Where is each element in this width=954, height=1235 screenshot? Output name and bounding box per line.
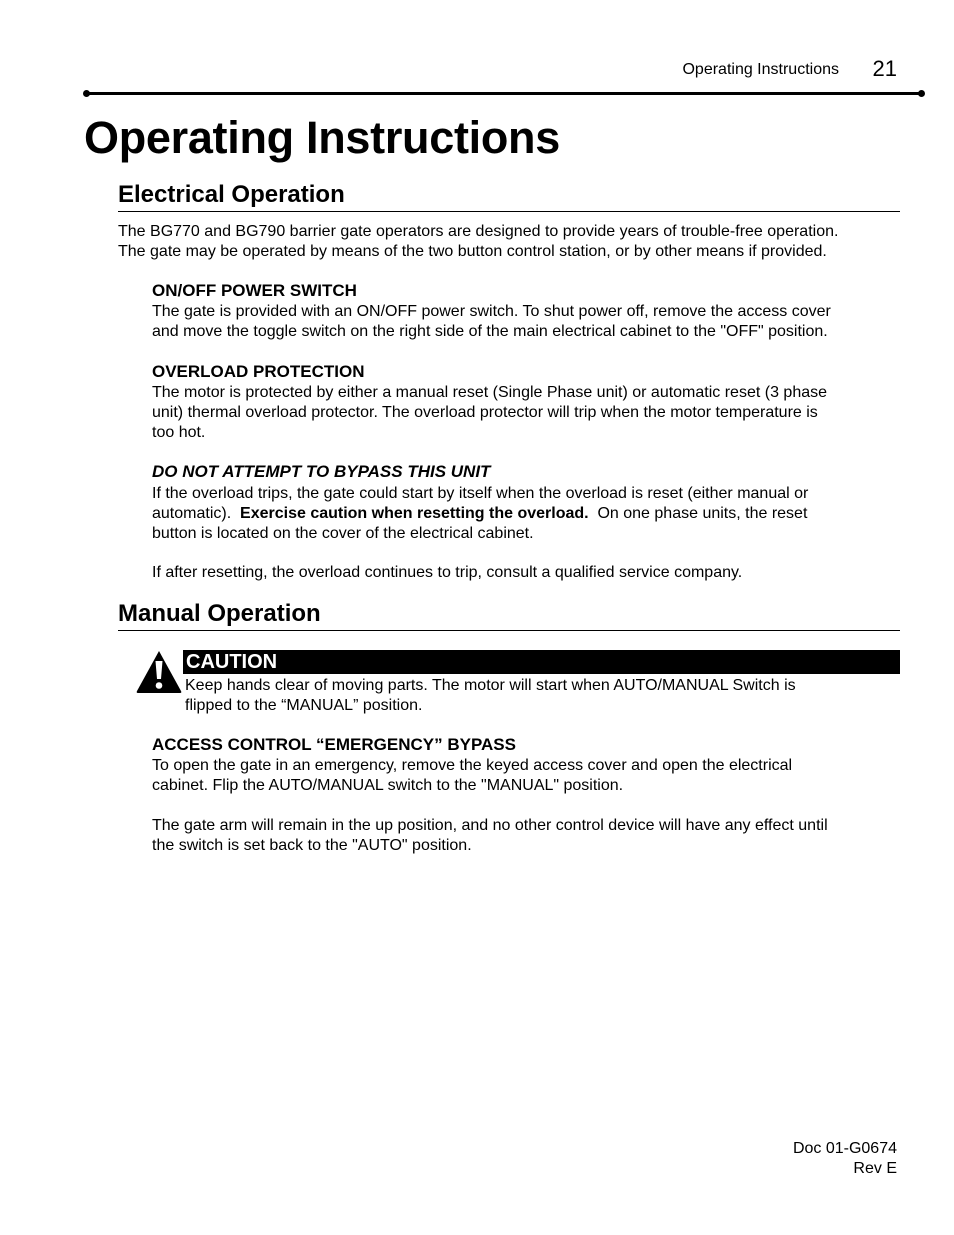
page-number: 21 bbox=[872, 56, 897, 81]
bypass-line-2-pre: automatic). bbox=[152, 505, 241, 522]
bypass-line-3: button is located on the cover of the electrical cabinet. bbox=[152, 525, 534, 542]
gate-arm-line-2: the switch is set back to the "AUTO" position. bbox=[152, 837, 472, 854]
gate-arm-line-1: The gate arm will remain in the up position, and no other control device will have any effect until bbox=[152, 817, 828, 834]
bypass-heading: DO NOT ATTEMPT TO BYPASS THIS UNIT bbox=[152, 462, 491, 481]
power-switch-text bbox=[152, 302, 831, 342]
power-switch-line-2: and move the toggle switch on the right side of the main electrical cabinet to the "OFF" position. bbox=[152, 323, 828, 340]
intro-line-2: The gate may be operated by means of the two button control station, or by other means if provided. bbox=[118, 243, 827, 260]
overload-heading: OVERLOAD PROTECTION bbox=[152, 362, 365, 381]
footer-doc-number: Doc 01-G0674 bbox=[792, 1140, 897, 1157]
section-heading-electrical: Electrical Operation bbox=[118, 181, 900, 212]
overload-line-3: too hot. bbox=[152, 424, 206, 441]
overload-text bbox=[152, 383, 827, 443]
caution-banner bbox=[183, 650, 900, 674]
overload-line-1: The motor is protected by either a manual reset (Single Phase unit) or automatic reset (3 phase bbox=[152, 384, 828, 401]
intro-line-1: The BG770 and BG790 barrier gate operators are designed to provide years of trouble-free operation. bbox=[118, 223, 839, 240]
overload-line-2: unit) thermal overload protector. The overload protector will trip when the motor temperature is bbox=[152, 404, 818, 421]
bypass-line-2-post: On one phase units, the reset bbox=[588, 505, 808, 522]
caution-line-2: flipped to the “MANUAL” position. bbox=[185, 697, 423, 714]
caution-line-1: Keep hands clear of moving parts. The motor will start when AUTO/MANUAL Switch is bbox=[185, 677, 796, 694]
running-title: Operating Instructions bbox=[682, 61, 839, 78]
page-title: Operating Instructions bbox=[84, 112, 560, 163]
section-heading-manual: Manual Operation bbox=[118, 600, 900, 631]
bypass-text bbox=[152, 484, 808, 544]
bypass-line-1: If the overload trips, the gate could start by itself when the overload is reset (either manual or bbox=[152, 485, 809, 502]
power-switch-line-1: The gate is provided with an ON/OFF power switch. To shut power off, remove the access cover bbox=[152, 303, 831, 320]
caution-text bbox=[185, 676, 796, 716]
header-rule bbox=[86, 92, 922, 95]
emergency-line-2: cabinet. Flip the AUTO/MANUAL switch to the "MANUAL" position. bbox=[152, 777, 624, 794]
gate-arm-text bbox=[152, 816, 828, 856]
emergency-text bbox=[152, 756, 792, 796]
caution-label: CAUTION bbox=[186, 651, 278, 673]
footer-revision: Rev E bbox=[853, 1160, 897, 1177]
power-switch-heading: ON/OFF POWER SWITCH bbox=[152, 281, 357, 300]
emergency-line-1: To open the gate in an emergency, remove the keyed access cover and open the electrical bbox=[152, 757, 793, 774]
bypass-consult-text: If after resetting, the overload continues to trip, consult a qualified service company. bbox=[152, 564, 743, 581]
emergency-bypass-heading: ACCESS CONTROL “EMERGENCY” BYPASS bbox=[152, 735, 516, 754]
electrical-intro bbox=[118, 222, 838, 262]
bypass-caution-bold: Exercise caution when resetting the overload. bbox=[240, 505, 589, 522]
warning-icon bbox=[134, 648, 184, 694]
